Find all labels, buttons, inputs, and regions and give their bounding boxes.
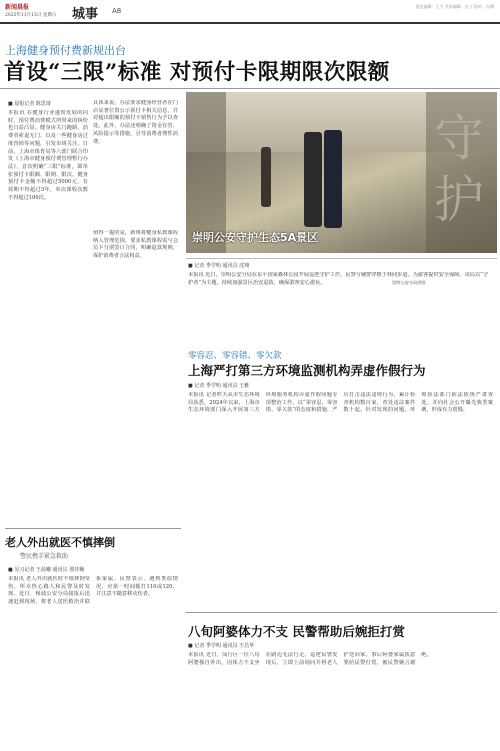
lead-kicker: 上海健身预付费新规出台 bbox=[5, 44, 126, 57]
story2-headline: 上海严打第三方环境监测机构弄虚作假行为 bbox=[188, 363, 426, 378]
story2-kicker: 零容忍、零容错、零欠款 bbox=[188, 351, 282, 361]
officer-figure bbox=[324, 130, 342, 228]
officer-figure bbox=[304, 132, 322, 227]
photo-caption: 崇明公安守护生态5A景区 bbox=[192, 231, 319, 244]
story3-byline: ■ 见习记者 王晨曦 通讯员 那佳楠 bbox=[8, 567, 85, 573]
decor-char: 守 bbox=[434, 109, 484, 167]
story3-headline: 老人外出就医不慎摔倒 bbox=[5, 536, 115, 549]
photo-rule bbox=[186, 258, 497, 259]
story3-subhead: 警民携手紧急救助 bbox=[20, 553, 69, 560]
photo-story-body: 本报讯 近日，崇明公安分局在东平国家森林公园开展巡逻守护工作，民警与辅警穿梭于林间步道，为游客提供安全保障。该局以“守护者”为主题，持续加强景区治安巡防，确保游客安心游玩。 bbox=[188, 272, 488, 286]
pedestrian-figure bbox=[261, 147, 271, 207]
lead-body-col1: 本报讯 在健身行业蓬勃发展的同时，预付费消费模式所带来的纠纷也日益凸显。健身房关门跑路、消费者索退无门、以及一些健身房过度营销等问题，引发市场关注。日前，上海市体育局等六部门联合印发《上海市健身预付费管理暂行办法》，首次明确“三限”标准，即单张预付卡限额、限期、限次。健身预付卡金额不得超过5000元，有效期不得超过3年，单次课程次数不得超过100次。 bbox=[8, 110, 88, 201]
lead-body-col2: 具体来说，办法要求健身经营者在门店显著位置公示预付卡相关信息，并对超出限额的预付卡销售行为予以查处。此外，办法还明确了资金存管、风险提示等措施，引导消费者理性消费。 bbox=[93, 100, 178, 145]
story4-byline: ■ 记者 季学明 通讯员 王昌华 bbox=[188, 643, 255, 649]
editor-credit: 责任编辑：王力 美术编辑：应立 校对：冯博 bbox=[415, 4, 494, 9]
section-rule bbox=[186, 612, 497, 613]
newspaper-logo: 新闻晨报 bbox=[5, 4, 30, 11]
headline-rule bbox=[0, 88, 500, 89]
lead-byline: ■ 晨报记者 陈思琦 bbox=[8, 101, 51, 107]
story4-body: 本报讯 近日，闵行区一位八旬阿婆独自外出，因体力不支坐在路边无法行走。巡逻民警发现后，立即上前询问并将老人护送回家。事后阿婆家属执意要给民警打赏，被民警婉言谢绝。 bbox=[188, 652, 432, 666]
lead-headline: 首设“三限”标准 对预付卡限期限次限额 bbox=[4, 60, 390, 85]
page-number: A8 bbox=[112, 7, 122, 15]
issue-date: 2025年11月15日 星期六 bbox=[5, 13, 57, 18]
section-title: 城事 bbox=[72, 7, 99, 22]
story3-body: 本报讯 老人外出就医时不慎摔倒受伤，所幸热心路人和民警及时发现。近日，杨浦公安分局接报后迅速赶到现场，将老人送医救治并联系家属。民警表示，遇到类似情况，应第一时间拨打110或120，并注意不随意移动伤者。 bbox=[8, 576, 178, 606]
page-header bbox=[0, 0, 500, 22]
header-rule bbox=[0, 22, 500, 24]
story4-headline: 八旬阿婆体力不支 民警帮助后婉拒打赏 bbox=[188, 624, 405, 639]
decor-char: 护 bbox=[434, 171, 484, 229]
section-rule bbox=[5, 528, 181, 529]
story2-byline: ■ 记者 季学明 通讯员 王雅 bbox=[188, 383, 250, 389]
photo-credit: 崇明公安分局供图 bbox=[392, 280, 426, 285]
story2-body: 本报讯 记者昨天从市生态环境局获悉，2024年以来，上海市生态环境部门深入开展第三方环境服务机构弄虚作假问题专项整治工作，以“零容忍、零容错、零欠款”的态度和措施，严厉打击违法违规行为，累计检查机构数百家，查处违法案件数十起。针对发现的问题，环境执法部门依法依规严肃查处，并向社会公开曝光典型案例，形成有力震慑。 bbox=[188, 392, 493, 414]
photo-story-byline: ■ 记者 季学明 通讯员 沈翔 bbox=[188, 263, 250, 269]
lead-body-col3: 值得一提的是，新规将健身私教课程纳入管理范围，要求私教课程需与会员卡分别签订合同，明确退款规则，保护消费者合法权益。 bbox=[93, 230, 178, 260]
